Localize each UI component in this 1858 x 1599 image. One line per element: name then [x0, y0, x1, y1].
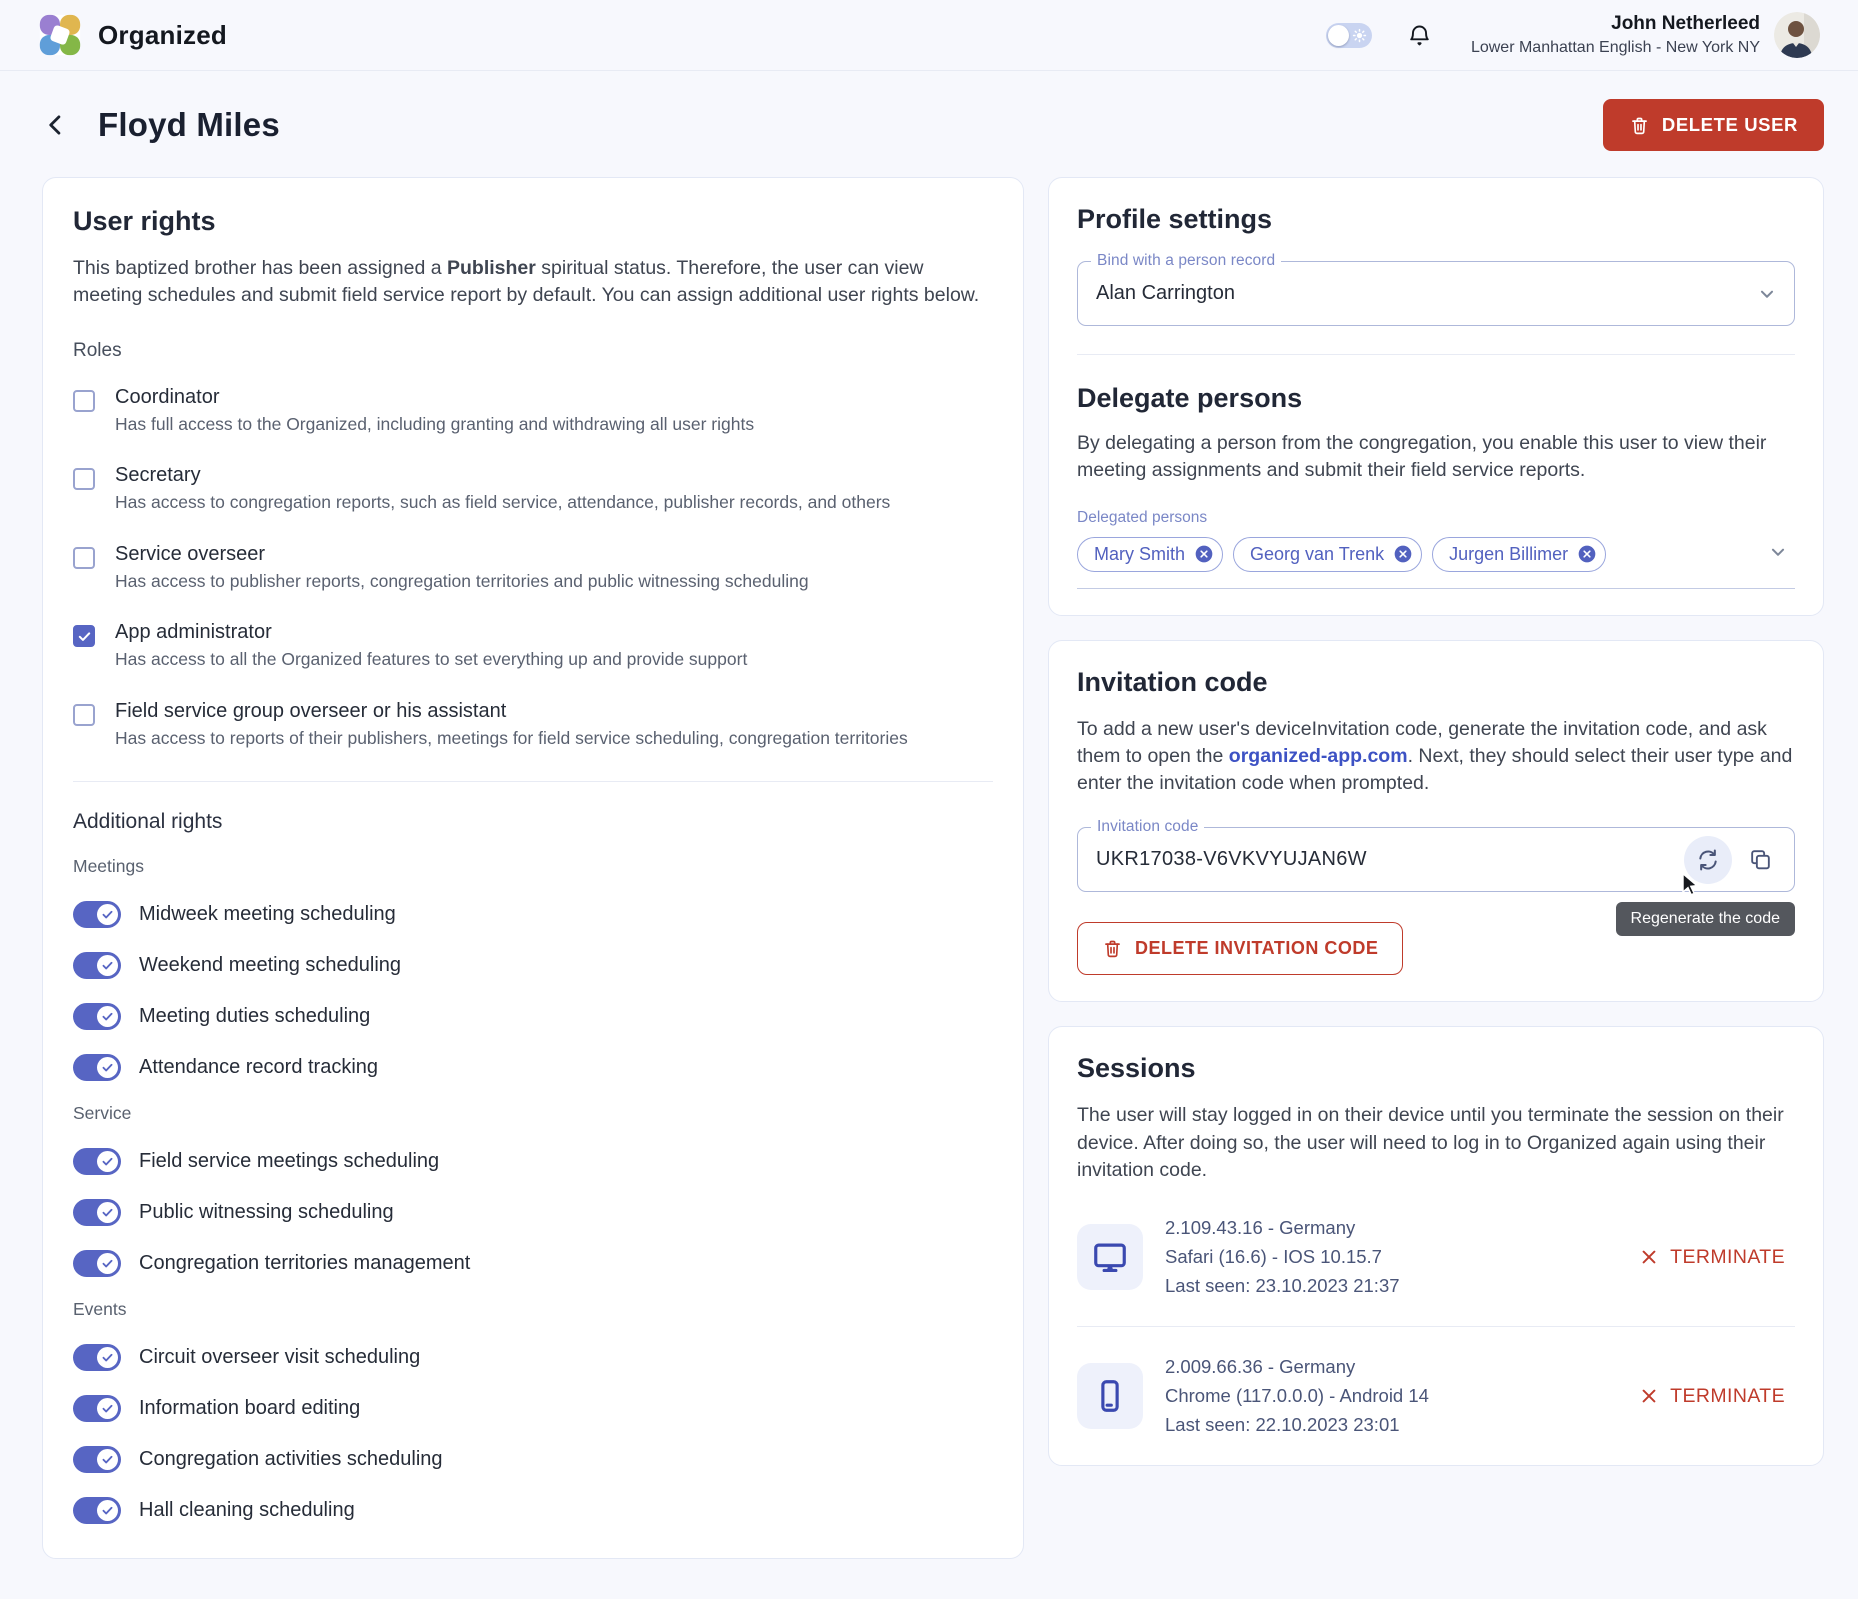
trash-icon	[1102, 938, 1123, 959]
mobile-icon	[1077, 1363, 1143, 1429]
invitation-code-field-label: Invitation code	[1091, 818, 1204, 836]
session-browser: Chrome (117.0.0.0) - Android 14	[1165, 1385, 1429, 1407]
role-name: Coordinator	[115, 385, 220, 408]
toggle-row	[73, 901, 993, 928]
bind-person-value: Alan Carrington	[1096, 282, 1235, 304]
chip-label: Georg van Trenk	[1250, 543, 1385, 564]
checkbox-service-overseer[interactable]	[73, 547, 95, 569]
toggle-row	[73, 1446, 993, 1473]
toggle-hall-cleaning-scheduling[interactable]	[73, 1497, 121, 1524]
role-row-coordinator	[73, 386, 993, 437]
checkbox-app-administrator[interactable]	[73, 625, 95, 647]
checkbox-field-service-group-overseer[interactable]	[73, 704, 95, 726]
remove-chip-icon[interactable]	[1393, 544, 1413, 564]
toggle-label: Information board editing	[139, 1396, 361, 1419]
toggle-circuit-overseer-visit-scheduling[interactable]	[73, 1344, 121, 1371]
chevron-left-icon	[42, 111, 70, 139]
role-row-service-overseer	[73, 543, 993, 594]
invitation-code-title: Invitation code	[1077, 666, 1268, 697]
theme-toggle-knob	[1328, 25, 1349, 46]
role-description: Has access to all the Organized features to set everything up and provide support	[115, 649, 748, 670]
session-browser: Safari (16.6) - IOS 10.15.7	[1165, 1246, 1382, 1268]
role-row-field-service-group-overseer	[73, 700, 993, 751]
role-name: Service overseer	[115, 542, 266, 565]
copy-code-button[interactable]	[1740, 840, 1780, 880]
role-name: Field service group overseer or his assistant	[115, 700, 507, 723]
theme-toggle[interactable]	[1326, 23, 1372, 48]
tooltip: Regenerate the code	[1616, 902, 1795, 936]
page-head	[0, 71, 1858, 177]
toggle-row	[73, 1395, 993, 1422]
toggle-label: Circuit overseer visit scheduling	[139, 1345, 421, 1368]
role-description: Has access to congregation reports, such as field service, attendance, publisher records, and others	[115, 492, 891, 513]
divider	[1077, 1326, 1795, 1327]
toggle-congregation-activities-scheduling[interactable]	[73, 1446, 121, 1473]
desktop-icon	[1077, 1224, 1143, 1290]
remove-chip-icon[interactable]	[1194, 544, 1214, 564]
toggle-label: Weekend meeting scheduling	[139, 953, 402, 976]
group-label-service: Service	[73, 1102, 132, 1123]
toggle-label: Congregation territories management	[139, 1251, 471, 1274]
sessions-description: The user will stay logged in on their device until you terminate the session on their device. After doing so, the user will need to log in to Organized again using their invitation code.	[1077, 1104, 1784, 1182]
toggle-row	[73, 1003, 993, 1030]
toggle-label: Field service meetings scheduling	[139, 1149, 440, 1172]
checkbox-secretary[interactable]	[73, 468, 95, 490]
toggle-midweek-meeting-scheduling[interactable]	[73, 901, 121, 928]
chip-label: Mary Smith	[1094, 543, 1186, 564]
toggle-label: Attendance record tracking	[139, 1055, 379, 1078]
role-name: Secretary	[115, 464, 201, 487]
role-row-secretary	[73, 464, 993, 515]
sessions-title: Sessions	[1077, 1053, 1196, 1084]
session-info	[1165, 1214, 1639, 1300]
toggle-field-service-meetings-scheduling[interactable]	[73, 1148, 121, 1175]
bind-person-select[interactable]	[1077, 252, 1795, 326]
mouse-cursor	[1677, 871, 1703, 902]
back-button[interactable]	[38, 107, 74, 143]
terminate-session-button[interactable]	[1639, 1385, 1785, 1408]
toggle-information-board-editing[interactable]	[73, 1395, 121, 1422]
toggle-attendance-record-tracking[interactable]	[73, 1054, 121, 1081]
app-title: Organized	[98, 19, 227, 50]
toggle-row	[73, 1497, 993, 1524]
toggle-public-witnessing-scheduling[interactable]	[73, 1199, 121, 1226]
chip-label: Jurgen Billimer	[1449, 543, 1569, 564]
toggle-row	[73, 1250, 993, 1277]
delete-invitation-code-label: DELETE INVITATION CODE	[1135, 938, 1379, 959]
bind-person-label: Bind with a person record	[1091, 252, 1281, 270]
toggle-label: Midweek meeting scheduling	[139, 902, 396, 925]
copy-icon	[1748, 847, 1773, 872]
session-row-desktop	[1077, 1214, 1795, 1300]
divider	[1077, 354, 1795, 355]
toggle-row	[73, 1199, 993, 1226]
chip-mary-smith[interactable]	[1077, 537, 1223, 572]
toggle-row	[73, 1148, 993, 1175]
toggle-weekend-meeting-scheduling[interactable]	[73, 952, 121, 979]
terminate-label: TERMINATE	[1670, 1245, 1785, 1268]
role-description: Has full access to the Organized, including granting and withdrawing all user rights	[115, 413, 755, 434]
delete-user-button[interactable]	[1603, 99, 1824, 151]
toggle-label: Congregation activities scheduling	[139, 1447, 443, 1470]
toggle-label: Public witnessing scheduling	[139, 1200, 394, 1223]
page-title: Floyd Miles	[98, 106, 280, 143]
toggle-row	[73, 1054, 993, 1081]
invitation-code-card	[1048, 640, 1824, 1003]
toggle-row	[73, 1344, 993, 1371]
brand	[38, 13, 227, 57]
user-congregation: Lower Manhattan English - New York NY	[1470, 38, 1760, 56]
toggle-label: Hall cleaning scheduling	[139, 1498, 355, 1521]
role-row-app-administrator	[73, 621, 993, 672]
user-rights-card	[42, 177, 1024, 1559]
divider	[73, 781, 993, 782]
delete-user-label: DELETE USER	[1661, 114, 1798, 135]
session-ip-location: 2.109.43.16 - Germany	[1165, 1217, 1356, 1239]
session-row-mobile	[1077, 1353, 1795, 1439]
group-label-meetings: Meetings	[73, 855, 145, 876]
toggle-label: Meeting duties scheduling	[139, 1004, 371, 1027]
remove-chip-icon[interactable]	[1577, 544, 1597, 564]
chip-jurgen-billimer[interactable]	[1432, 537, 1606, 572]
role-description: Has access to publisher reports, congregation territories and public witnessing scheduling	[115, 570, 809, 591]
app-header	[0, 0, 1858, 71]
additional-rights-label: Additional rights	[73, 809, 223, 833]
session-ip-location: 2.009.66.36 - Germany	[1165, 1356, 1356, 1378]
trash-icon	[1629, 115, 1650, 136]
group-label-events: Events	[73, 1298, 127, 1319]
toggle-meeting-duties-scheduling[interactable]	[73, 1003, 121, 1030]
organized-app-link[interactable]: organized-app.com	[1228, 744, 1408, 767]
terminate-label: TERMINATE	[1670, 1384, 1785, 1407]
sessions-card	[1048, 1026, 1824, 1466]
toggle-row	[73, 952, 993, 979]
role-description: Has access to reports of their publishers, meetings for field service scheduling, congregation territories	[115, 728, 908, 749]
role-name: App administrator	[115, 621, 272, 644]
delegate-persons-description: By delegating a person from the congregation, you enable this user to view their meeting assignments and submit their field service reports.	[1077, 432, 1767, 482]
roles-label: Roles	[73, 339, 122, 361]
user-rights-title: User rights	[73, 206, 216, 236]
delegate-persons-title: Delegate persons	[1077, 383, 1303, 413]
profile-settings-card	[1048, 177, 1824, 616]
user-name: John Netherleed	[1611, 13, 1760, 35]
profile-settings-title: Profile settings	[1077, 204, 1273, 234]
notifications-button[interactable]	[1406, 22, 1433, 49]
invitation-description: To add a new user's deviceInvitation code, generate the invitation code, and ask them to open the organized-app.com. Next, they should select their user type and enter the invitation code when prompted.	[1077, 717, 1793, 795]
chevron-down-icon	[1756, 283, 1778, 305]
session-info	[1165, 1353, 1639, 1439]
chip-georg-van-trenk[interactable]	[1233, 537, 1422, 572]
session-last-seen: Last seen: 22.10.2023 23:01	[1165, 1413, 1400, 1435]
delegated-persons-label: Delegated persons	[1077, 508, 1208, 526]
bell-icon	[1406, 22, 1433, 49]
x-icon	[1639, 1386, 1659, 1406]
chevron-down-icon[interactable]	[1767, 541, 1789, 563]
terminate-session-button[interactable]	[1639, 1246, 1785, 1269]
user-rights-intro: This baptized brother has been assigned a Publisher spiritual status. Therefore, the user can view meeting schedules and submit field service report by default. You can assign additional user rights below.	[73, 257, 980, 307]
delete-invitation-code-button[interactable]	[1077, 922, 1403, 975]
delegated-persons-field[interactable]	[1077, 537, 1795, 589]
app-logo-icon	[38, 13, 82, 57]
user-block	[1471, 12, 1760, 58]
avatar[interactable]	[1774, 12, 1820, 58]
regenerate-icon	[1695, 847, 1721, 873]
check-icon	[77, 629, 92, 644]
session-last-seen: Last seen: 23.10.2023 21:37	[1165, 1274, 1400, 1296]
sun-icon	[1352, 28, 1367, 48]
x-icon	[1639, 1247, 1659, 1267]
invitation-code-value: UKR17038-V6VKVYUJAN6W	[1096, 848, 1367, 871]
toggle-congregation-territories-management[interactable]	[73, 1250, 121, 1277]
checkbox-coordinator[interactable]	[73, 390, 95, 412]
